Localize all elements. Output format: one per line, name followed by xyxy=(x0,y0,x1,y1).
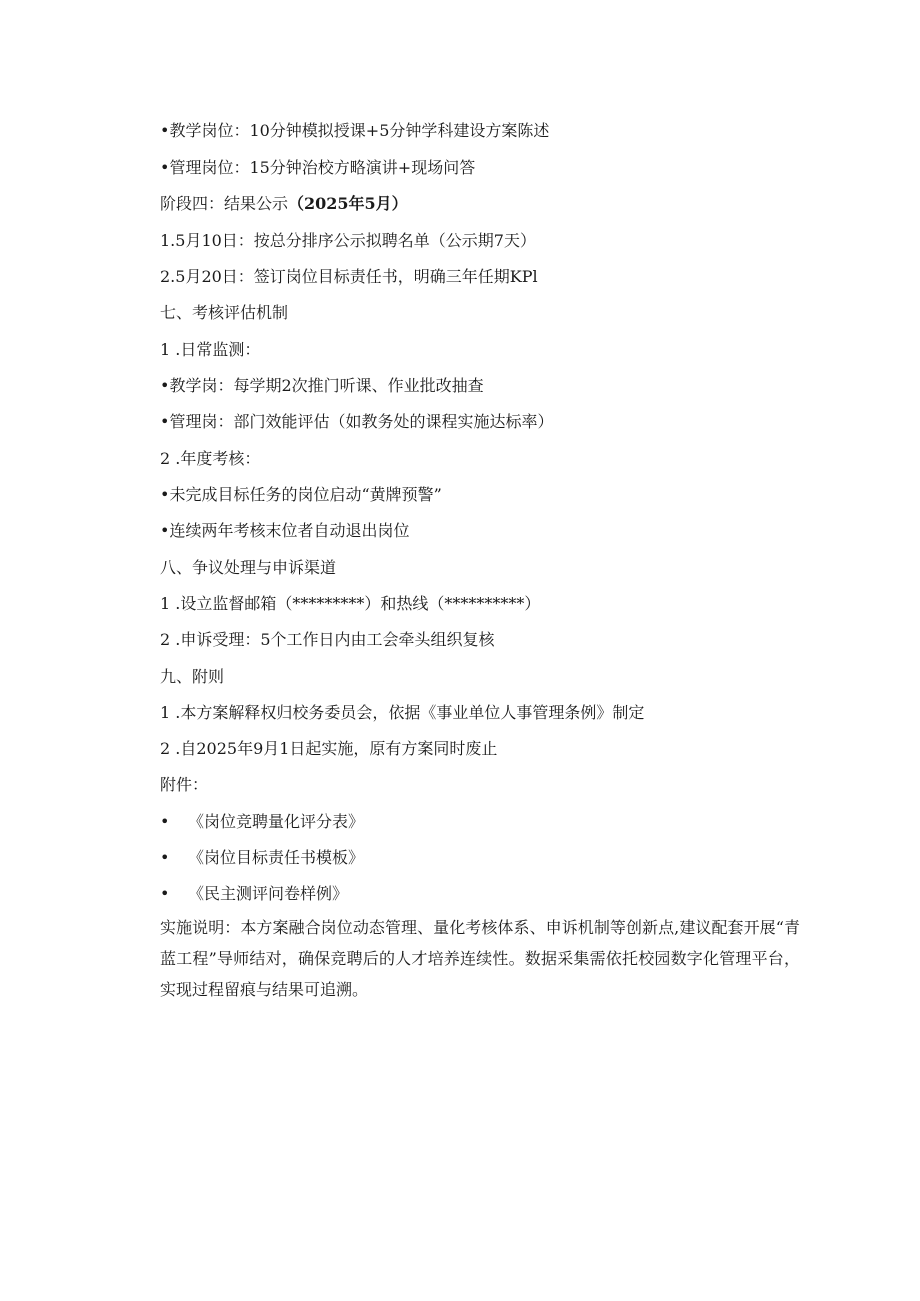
bullet-icon: • xyxy=(160,812,170,831)
stage-title: 阶段四：结果公示 xyxy=(160,194,289,213)
attachments-label: 附件： xyxy=(160,775,209,794)
text-line: 2 .年度考核： xyxy=(160,449,261,468)
text-line: 2 .自2025年9月1日起实施，原有方案同时废止 xyxy=(160,739,498,758)
text-line: 1.5月10日：按总分排序公示拟聘名单（公示期7天） xyxy=(160,231,536,250)
text-line: •连续两年考核末位者自动退出岗位 xyxy=(160,521,410,540)
section-heading: 八、争议处理与申诉渠道 xyxy=(160,558,337,577)
attachment-title: 《岗位目标责任书模板》 xyxy=(188,848,365,867)
text-line: •管理岗：部门效能评估（如教务处的课程实施达标率） xyxy=(160,412,554,431)
text-line: 1 .设立监督邮箱（*********）和热线（**********） xyxy=(160,594,541,613)
text-line: •管理岗位：15分钟治校方略演讲+现场问答 xyxy=(160,158,476,177)
text-line: 1 .日常监测： xyxy=(160,340,261,359)
attachment-item xyxy=(160,812,364,832)
implementation-note: 实施说明：本方案融合岗位动态管理、量化考核体系、申诉机制等创新点,建议配套开展“青蓝工程”导师结对，确保竞聘后的人才培养连续性。数据采集需依托校园数字化管理平台，实现过程留痕与结果可追溯。 xyxy=(160,918,800,999)
text-line: •未完成目标任务的岗位启动“黄牌预警” xyxy=(160,485,442,504)
attachment-title: 《岗位竞聘量化评分表》 xyxy=(188,812,365,831)
stage-date: （2025年5月） xyxy=(288,194,408,213)
stage-heading xyxy=(160,194,408,214)
bullet-icon: • xyxy=(160,848,170,867)
section-heading: 七、考核评估机制 xyxy=(160,303,289,322)
text-line: 2.5月20日：签订岗位目标责任书，明确三年任期KPl xyxy=(160,267,538,286)
text-line: •教学岗：每学期2次推门听课、作业批改抽查 xyxy=(160,376,484,395)
attachment-item xyxy=(160,848,364,868)
section-heading: 九、附则 xyxy=(160,667,225,686)
text-line: 1 .本方案解释权归校务委员会，依据《事业单位人事管理条例》制定 xyxy=(160,703,645,722)
text-line: •教学岗位：10分钟模拟授课+5分钟学科建设方案陈述 xyxy=(160,121,550,140)
text-line: 2 .申诉受理：5个工作日内由工会牵头组织复核 xyxy=(160,630,495,649)
bullet-icon: • xyxy=(160,884,170,903)
attachment-title: 《民主测评问卷样例》 xyxy=(188,884,349,903)
attachment-item xyxy=(160,884,348,904)
